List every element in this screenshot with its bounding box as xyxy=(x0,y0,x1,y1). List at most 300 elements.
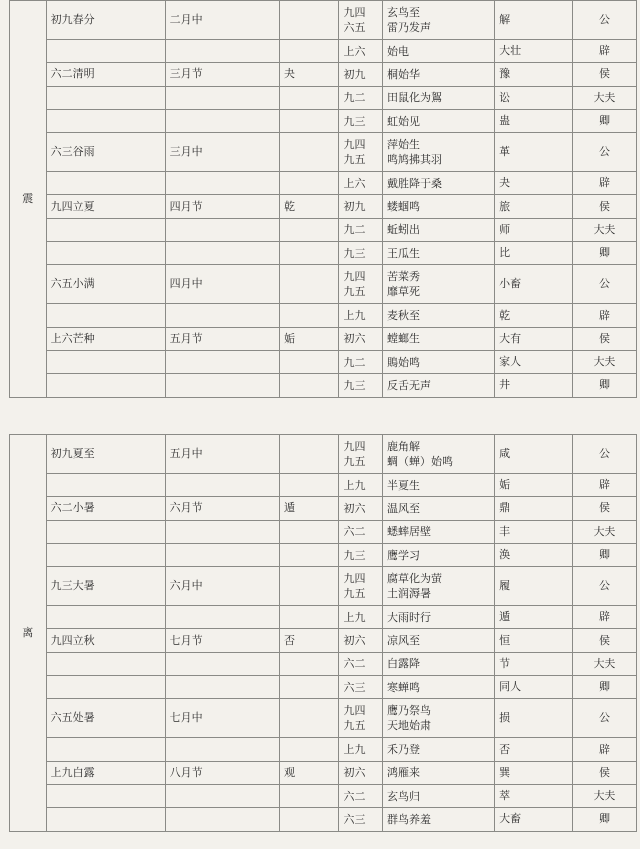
rank-cell: 辟 xyxy=(572,40,636,63)
month-cell: 五月节 xyxy=(165,327,279,350)
month-cell: 三月中 xyxy=(165,133,279,172)
solar-term-cell xyxy=(46,40,165,63)
table-row xyxy=(10,133,637,172)
phenology-cell xyxy=(382,1,494,40)
table-row xyxy=(10,218,637,241)
line-position-cell xyxy=(339,606,382,629)
table-row xyxy=(10,738,637,761)
day-hexagram-cell: 旅 xyxy=(495,195,573,218)
month-hexagram-cell xyxy=(280,1,339,40)
line-position: 上六 xyxy=(343,176,366,190)
phenology-text: 玄鸟至 xyxy=(386,6,420,19)
month-cell: 二月中 xyxy=(165,1,279,40)
phenology-text: 禾乃登 xyxy=(386,743,420,757)
line-position: 九五 xyxy=(343,153,366,167)
month-cell xyxy=(165,652,279,675)
line-position: 九二 xyxy=(343,355,366,369)
table-row xyxy=(10,242,637,265)
solar-term-cell: 六五处暑 xyxy=(46,699,165,738)
line-position: 六二 xyxy=(343,657,366,671)
phenology-text: 半夏生 xyxy=(386,478,420,492)
line-position: 上九 xyxy=(343,478,366,492)
line-position: 六二 xyxy=(343,789,366,803)
line-position-cell xyxy=(339,699,382,738)
month-hexagram-cell xyxy=(280,784,339,807)
line-position: 六二 xyxy=(343,525,366,539)
phenology-text: 王瓜生 xyxy=(386,246,420,260)
phenology-text: 白露降 xyxy=(386,657,420,671)
phenology-cell xyxy=(382,327,494,350)
day-hexagram-cell: 履 xyxy=(495,567,573,606)
solar-term-cell: 九四立夏 xyxy=(46,195,165,218)
solar-term-cell: 六五小满 xyxy=(46,265,165,304)
table-row xyxy=(10,543,637,566)
day-hexagram-cell: 大壮 xyxy=(495,40,573,63)
table-row xyxy=(10,374,637,397)
day-hexagram-cell: 姤 xyxy=(495,474,573,497)
solar-term-cell: 六二清明 xyxy=(46,63,165,86)
line-position: 初六 xyxy=(343,332,366,346)
month-cell xyxy=(165,808,279,831)
line-position-cell xyxy=(339,629,382,652)
solar-term-cell xyxy=(46,350,165,373)
day-hexagram-cell: 同人 xyxy=(495,676,573,699)
day-hexagram-cell: 井 xyxy=(495,374,573,397)
day-hexagram-cell: 大有 xyxy=(495,327,573,350)
day-hexagram-cell: 讼 xyxy=(495,86,573,109)
rank-cell: 卿 xyxy=(572,543,636,566)
phenology-text: 桐始华 xyxy=(386,67,420,81)
phenology-text: 田鼠化为鴽 xyxy=(386,91,442,105)
day-hexagram-cell: 巽 xyxy=(495,761,573,784)
solar-term-cell xyxy=(46,738,165,761)
rank-cell: 公 xyxy=(572,1,636,40)
month-hexagram-cell xyxy=(280,350,339,373)
rank-cell: 卿 xyxy=(572,374,636,397)
line-position-cell xyxy=(339,808,382,831)
month-cell: 六月中 xyxy=(165,567,279,606)
phenology-cell xyxy=(382,40,494,63)
solar-term-cell: 初九夏至 xyxy=(46,435,165,474)
line-position: 初六 xyxy=(343,634,366,648)
phenology-text: 凉风至 xyxy=(386,634,420,648)
phenology-text: 鹰学习 xyxy=(386,548,420,562)
rank-cell: 辟 xyxy=(572,304,636,327)
line-position: 初六 xyxy=(343,501,366,515)
month-hexagram-cell xyxy=(280,652,339,675)
table-row xyxy=(10,86,637,109)
line-position: 六三 xyxy=(343,680,366,694)
line-position-cell xyxy=(339,738,382,761)
month-cell xyxy=(165,109,279,132)
line-position: 九二 xyxy=(343,91,366,105)
line-position-cell xyxy=(339,242,382,265)
line-position: 九五 xyxy=(343,719,366,733)
phenology-text: 靡草死 xyxy=(386,285,420,299)
line-position-cell xyxy=(339,374,382,397)
phenology-cell xyxy=(382,474,494,497)
rank-cell: 公 xyxy=(572,567,636,606)
phenology-cell xyxy=(382,304,494,327)
day-hexagram-cell: 丰 xyxy=(495,520,573,543)
phenology-cell xyxy=(382,195,494,218)
day-hexagram-cell: 大畜 xyxy=(495,808,573,831)
phenology-text: 蝼蝈鸣 xyxy=(386,200,420,214)
phenology-cell xyxy=(382,218,494,241)
table-row xyxy=(10,520,637,543)
month-hexagram-cell xyxy=(280,242,339,265)
solar-term-cell xyxy=(46,172,165,195)
line-position-cell xyxy=(339,567,382,606)
phenology-cell xyxy=(382,543,494,566)
month-cell xyxy=(165,474,279,497)
table-row xyxy=(10,109,637,132)
phenology-cell xyxy=(382,699,494,738)
month-cell: 七月节 xyxy=(165,629,279,652)
line-position-cell xyxy=(339,520,382,543)
day-hexagram-cell: 否 xyxy=(495,738,573,761)
month-cell xyxy=(165,606,279,629)
phenology-text: 蜩（蝉）始鸣 xyxy=(386,455,453,468)
solar-term-cell xyxy=(46,86,165,109)
phenology-text: 天地始肃 xyxy=(386,719,431,733)
line-position: 九五 xyxy=(343,455,366,468)
line-position-cell xyxy=(339,133,382,172)
rank-cell: 侯 xyxy=(572,497,636,520)
line-position-cell xyxy=(339,543,382,566)
table-row xyxy=(10,435,637,474)
month-hexagram-cell xyxy=(280,606,339,629)
trigram-cell: 离 xyxy=(10,435,47,832)
month-hexagram-cell xyxy=(280,133,339,172)
solar-term-cell xyxy=(46,652,165,675)
month-hexagram-cell: 观 xyxy=(280,761,339,784)
line-position: 九五 xyxy=(343,285,366,299)
day-hexagram-cell: 恒 xyxy=(495,629,573,652)
table-row xyxy=(10,195,637,218)
month-cell xyxy=(165,350,279,373)
day-hexagram-cell: 咸 xyxy=(495,435,573,474)
table-row xyxy=(10,1,637,40)
line-position-cell xyxy=(339,350,382,373)
month-hexagram-cell xyxy=(280,699,339,738)
phenology-text: 麦秋至 xyxy=(386,309,420,323)
day-hexagram-cell: 鼎 xyxy=(495,497,573,520)
day-hexagram-cell: 师 xyxy=(495,218,573,241)
rank-cell: 公 xyxy=(572,699,636,738)
solar-term-cell: 六三谷雨 xyxy=(46,133,165,172)
day-hexagram-cell: 夬 xyxy=(495,172,573,195)
phenology-text: 反舌无声 xyxy=(386,378,431,392)
month-hexagram-cell xyxy=(280,808,339,831)
table-row xyxy=(10,350,637,373)
day-hexagram-cell: 豫 xyxy=(495,63,573,86)
line-position: 上九 xyxy=(343,610,366,624)
table-row xyxy=(10,172,637,195)
line-position: 九四 xyxy=(343,6,366,19)
solar-term-cell xyxy=(46,218,165,241)
trigram-cell: 震 xyxy=(10,1,47,398)
phenology-text: 大雨时行 xyxy=(386,610,431,624)
phenology-cell xyxy=(382,652,494,675)
line-position-cell xyxy=(339,172,382,195)
solar-term-cell xyxy=(46,784,165,807)
month-hexagram-cell xyxy=(280,474,339,497)
line-position: 九四 xyxy=(343,270,366,284)
line-position-cell xyxy=(339,1,382,40)
phenology-cell xyxy=(382,63,494,86)
line-position: 上九 xyxy=(343,743,366,757)
month-cell xyxy=(165,218,279,241)
line-position-cell xyxy=(339,676,382,699)
rank-cell: 侯 xyxy=(572,761,636,784)
line-position: 九四 xyxy=(343,572,366,586)
rank-cell: 侯 xyxy=(572,327,636,350)
table-row xyxy=(10,304,637,327)
phenology-cell xyxy=(382,242,494,265)
rank-cell: 辟 xyxy=(572,474,636,497)
day-hexagram-cell: 涣 xyxy=(495,543,573,566)
table-row xyxy=(10,497,637,520)
day-hexagram-cell: 损 xyxy=(495,699,573,738)
day-hexagram-cell: 蛊 xyxy=(495,109,573,132)
month-cell xyxy=(165,374,279,397)
month-cell xyxy=(165,738,279,761)
month-cell: 四月节 xyxy=(165,195,279,218)
solar-term-cell xyxy=(46,543,165,566)
phenology-cell xyxy=(382,133,494,172)
phenology-text: 鸣鸠拂其羽 xyxy=(386,153,442,167)
month-hexagram-cell xyxy=(280,172,339,195)
phenology-text: 螳螂生 xyxy=(386,332,420,346)
day-hexagram-cell: 革 xyxy=(495,133,573,172)
rank-cell: 侯 xyxy=(572,63,636,86)
phenology-cell xyxy=(382,738,494,761)
solar-term-cell xyxy=(46,374,165,397)
phenology-text: 腐草化为萤 xyxy=(386,572,442,586)
rank-cell: 大夫 xyxy=(572,784,636,807)
calendar-table-li xyxy=(9,434,637,832)
month-cell: 三月节 xyxy=(165,63,279,86)
phenology-cell xyxy=(382,520,494,543)
line-position-cell xyxy=(339,652,382,675)
table-row xyxy=(10,265,637,304)
day-hexagram-cell: 节 xyxy=(495,652,573,675)
phenology-text: 虹始见 xyxy=(386,114,420,128)
solar-term-cell: 九三大暑 xyxy=(46,567,165,606)
line-position: 上六 xyxy=(343,44,366,58)
rank-cell: 辟 xyxy=(572,738,636,761)
day-hexagram-cell: 遁 xyxy=(495,606,573,629)
phenology-text: 玄鸟归 xyxy=(386,789,420,803)
month-hexagram-cell xyxy=(280,738,339,761)
month-cell xyxy=(165,543,279,566)
month-hexagram-cell xyxy=(280,86,339,109)
month-hexagram-cell xyxy=(280,520,339,543)
month-hexagram-cell: 夬 xyxy=(280,63,339,86)
line-position: 六三 xyxy=(343,812,366,826)
month-hexagram-cell xyxy=(280,40,339,63)
month-hexagram-cell xyxy=(280,374,339,397)
line-position-cell xyxy=(339,195,382,218)
line-position-cell xyxy=(339,435,382,474)
phenology-text: 萍始生 xyxy=(386,138,420,152)
rank-cell: 大夫 xyxy=(572,652,636,675)
month-cell xyxy=(165,784,279,807)
phenology-text: 苦菜秀 xyxy=(386,270,420,284)
solar-term-cell xyxy=(46,676,165,699)
phenology-text: 鸿雁来 xyxy=(386,766,420,780)
phenology-text: 戴胜降于桑 xyxy=(386,176,442,190)
rank-cell: 卿 xyxy=(572,676,636,699)
month-hexagram-cell xyxy=(280,567,339,606)
phenology-text: 鹿角解 xyxy=(386,440,420,453)
month-cell xyxy=(165,86,279,109)
table-row xyxy=(10,808,637,831)
month-cell: 八月节 xyxy=(165,761,279,784)
month-hexagram-cell xyxy=(280,676,339,699)
day-hexagram-cell: 萃 xyxy=(495,784,573,807)
rank-cell: 辟 xyxy=(572,606,636,629)
line-position: 九四 xyxy=(343,440,366,453)
phenology-text: 土润溽暑 xyxy=(386,587,431,601)
phenology-cell xyxy=(382,497,494,520)
month-cell xyxy=(165,40,279,63)
phenology-cell xyxy=(382,808,494,831)
line-position: 上九 xyxy=(343,309,366,323)
table-row xyxy=(10,474,637,497)
solar-term-cell xyxy=(46,304,165,327)
solar-term-cell: 六二小暑 xyxy=(46,497,165,520)
rank-cell: 卿 xyxy=(572,242,636,265)
table-row xyxy=(10,676,637,699)
table-row xyxy=(10,567,637,606)
line-position-cell xyxy=(339,40,382,63)
rank-cell: 公 xyxy=(572,435,636,474)
line-position-cell xyxy=(339,265,382,304)
solar-term-cell xyxy=(46,808,165,831)
phenology-cell xyxy=(382,784,494,807)
phenology-cell xyxy=(382,265,494,304)
calendar-table-zhen xyxy=(9,0,637,398)
rank-cell: 大夫 xyxy=(572,218,636,241)
line-position: 六五 xyxy=(343,21,366,34)
line-position: 九四 xyxy=(343,138,366,152)
line-position-cell xyxy=(339,218,382,241)
month-hexagram-cell: 乾 xyxy=(280,195,339,218)
day-hexagram-cell: 家人 xyxy=(495,350,573,373)
phenology-cell xyxy=(382,567,494,606)
table-row xyxy=(10,784,637,807)
solar-term-cell xyxy=(46,606,165,629)
line-position-cell xyxy=(339,761,382,784)
solar-term-cell xyxy=(46,109,165,132)
day-hexagram-cell: 解 xyxy=(495,1,573,40)
phenology-text: 群鸟养羞 xyxy=(386,812,431,826)
month-cell xyxy=(165,172,279,195)
line-position-cell xyxy=(339,784,382,807)
month-cell xyxy=(165,676,279,699)
day-hexagram-cell: 乾 xyxy=(495,304,573,327)
phenology-text: 蚯蚓出 xyxy=(386,223,420,237)
solar-term-cell: 上九白露 xyxy=(46,761,165,784)
line-position: 九三 xyxy=(343,114,366,128)
line-position-cell xyxy=(339,109,382,132)
month-hexagram-cell xyxy=(280,218,339,241)
solar-term-cell xyxy=(46,242,165,265)
month-hexagram-cell xyxy=(280,304,339,327)
rank-cell: 卿 xyxy=(572,808,636,831)
line-position: 九五 xyxy=(343,587,366,601)
line-position-cell xyxy=(339,497,382,520)
phenology-cell xyxy=(382,676,494,699)
table-row xyxy=(10,606,637,629)
month-hexagram-cell xyxy=(280,109,339,132)
table-row xyxy=(10,699,637,738)
line-position: 九三 xyxy=(343,378,366,392)
phenology-cell xyxy=(382,606,494,629)
phenology-text: 鵙始鸣 xyxy=(386,355,420,369)
day-hexagram-cell: 比 xyxy=(495,242,573,265)
rank-cell: 大夫 xyxy=(572,520,636,543)
line-position-cell xyxy=(339,327,382,350)
rank-cell: 辟 xyxy=(572,172,636,195)
phenology-cell xyxy=(382,435,494,474)
month-cell xyxy=(165,304,279,327)
solar-term-cell xyxy=(46,474,165,497)
phenology-cell xyxy=(382,629,494,652)
rank-cell: 卿 xyxy=(572,109,636,132)
month-cell: 五月中 xyxy=(165,435,279,474)
phenology-cell xyxy=(382,172,494,195)
phenology-text: 寒蝉鸣 xyxy=(386,680,420,694)
line-position: 九二 xyxy=(343,223,366,237)
month-hexagram-cell xyxy=(280,435,339,474)
phenology-cell xyxy=(382,374,494,397)
rank-cell: 大夫 xyxy=(572,350,636,373)
table-row xyxy=(10,327,637,350)
rank-cell: 公 xyxy=(572,265,636,304)
table-row xyxy=(10,63,637,86)
phenology-text: 雷乃发声 xyxy=(386,21,431,34)
month-cell: 六月节 xyxy=(165,497,279,520)
month-cell xyxy=(165,242,279,265)
phenology-cell xyxy=(382,109,494,132)
line-position: 九三 xyxy=(343,246,366,260)
line-position-cell xyxy=(339,474,382,497)
table-row xyxy=(10,629,637,652)
line-position-cell xyxy=(339,304,382,327)
solar-term-cell xyxy=(46,520,165,543)
phenology-text: 鹰乃祭鸟 xyxy=(386,704,431,718)
rank-cell: 侯 xyxy=(572,195,636,218)
month-hexagram-cell xyxy=(280,543,339,566)
rank-cell: 公 xyxy=(572,133,636,172)
month-hexagram-cell: 姤 xyxy=(280,327,339,350)
solar-term-cell: 初九春分 xyxy=(46,1,165,40)
phenology-text: 始电 xyxy=(386,44,409,58)
table-row xyxy=(10,761,637,784)
solar-term-cell: 九四立秋 xyxy=(46,629,165,652)
phenology-cell xyxy=(382,86,494,109)
table-row xyxy=(10,652,637,675)
day-hexagram-cell: 小畜 xyxy=(495,265,573,304)
month-cell xyxy=(165,520,279,543)
line-position: 初九 xyxy=(343,200,366,214)
line-position-cell xyxy=(339,86,382,109)
rank-cell: 大夫 xyxy=(572,86,636,109)
table-row xyxy=(10,40,637,63)
